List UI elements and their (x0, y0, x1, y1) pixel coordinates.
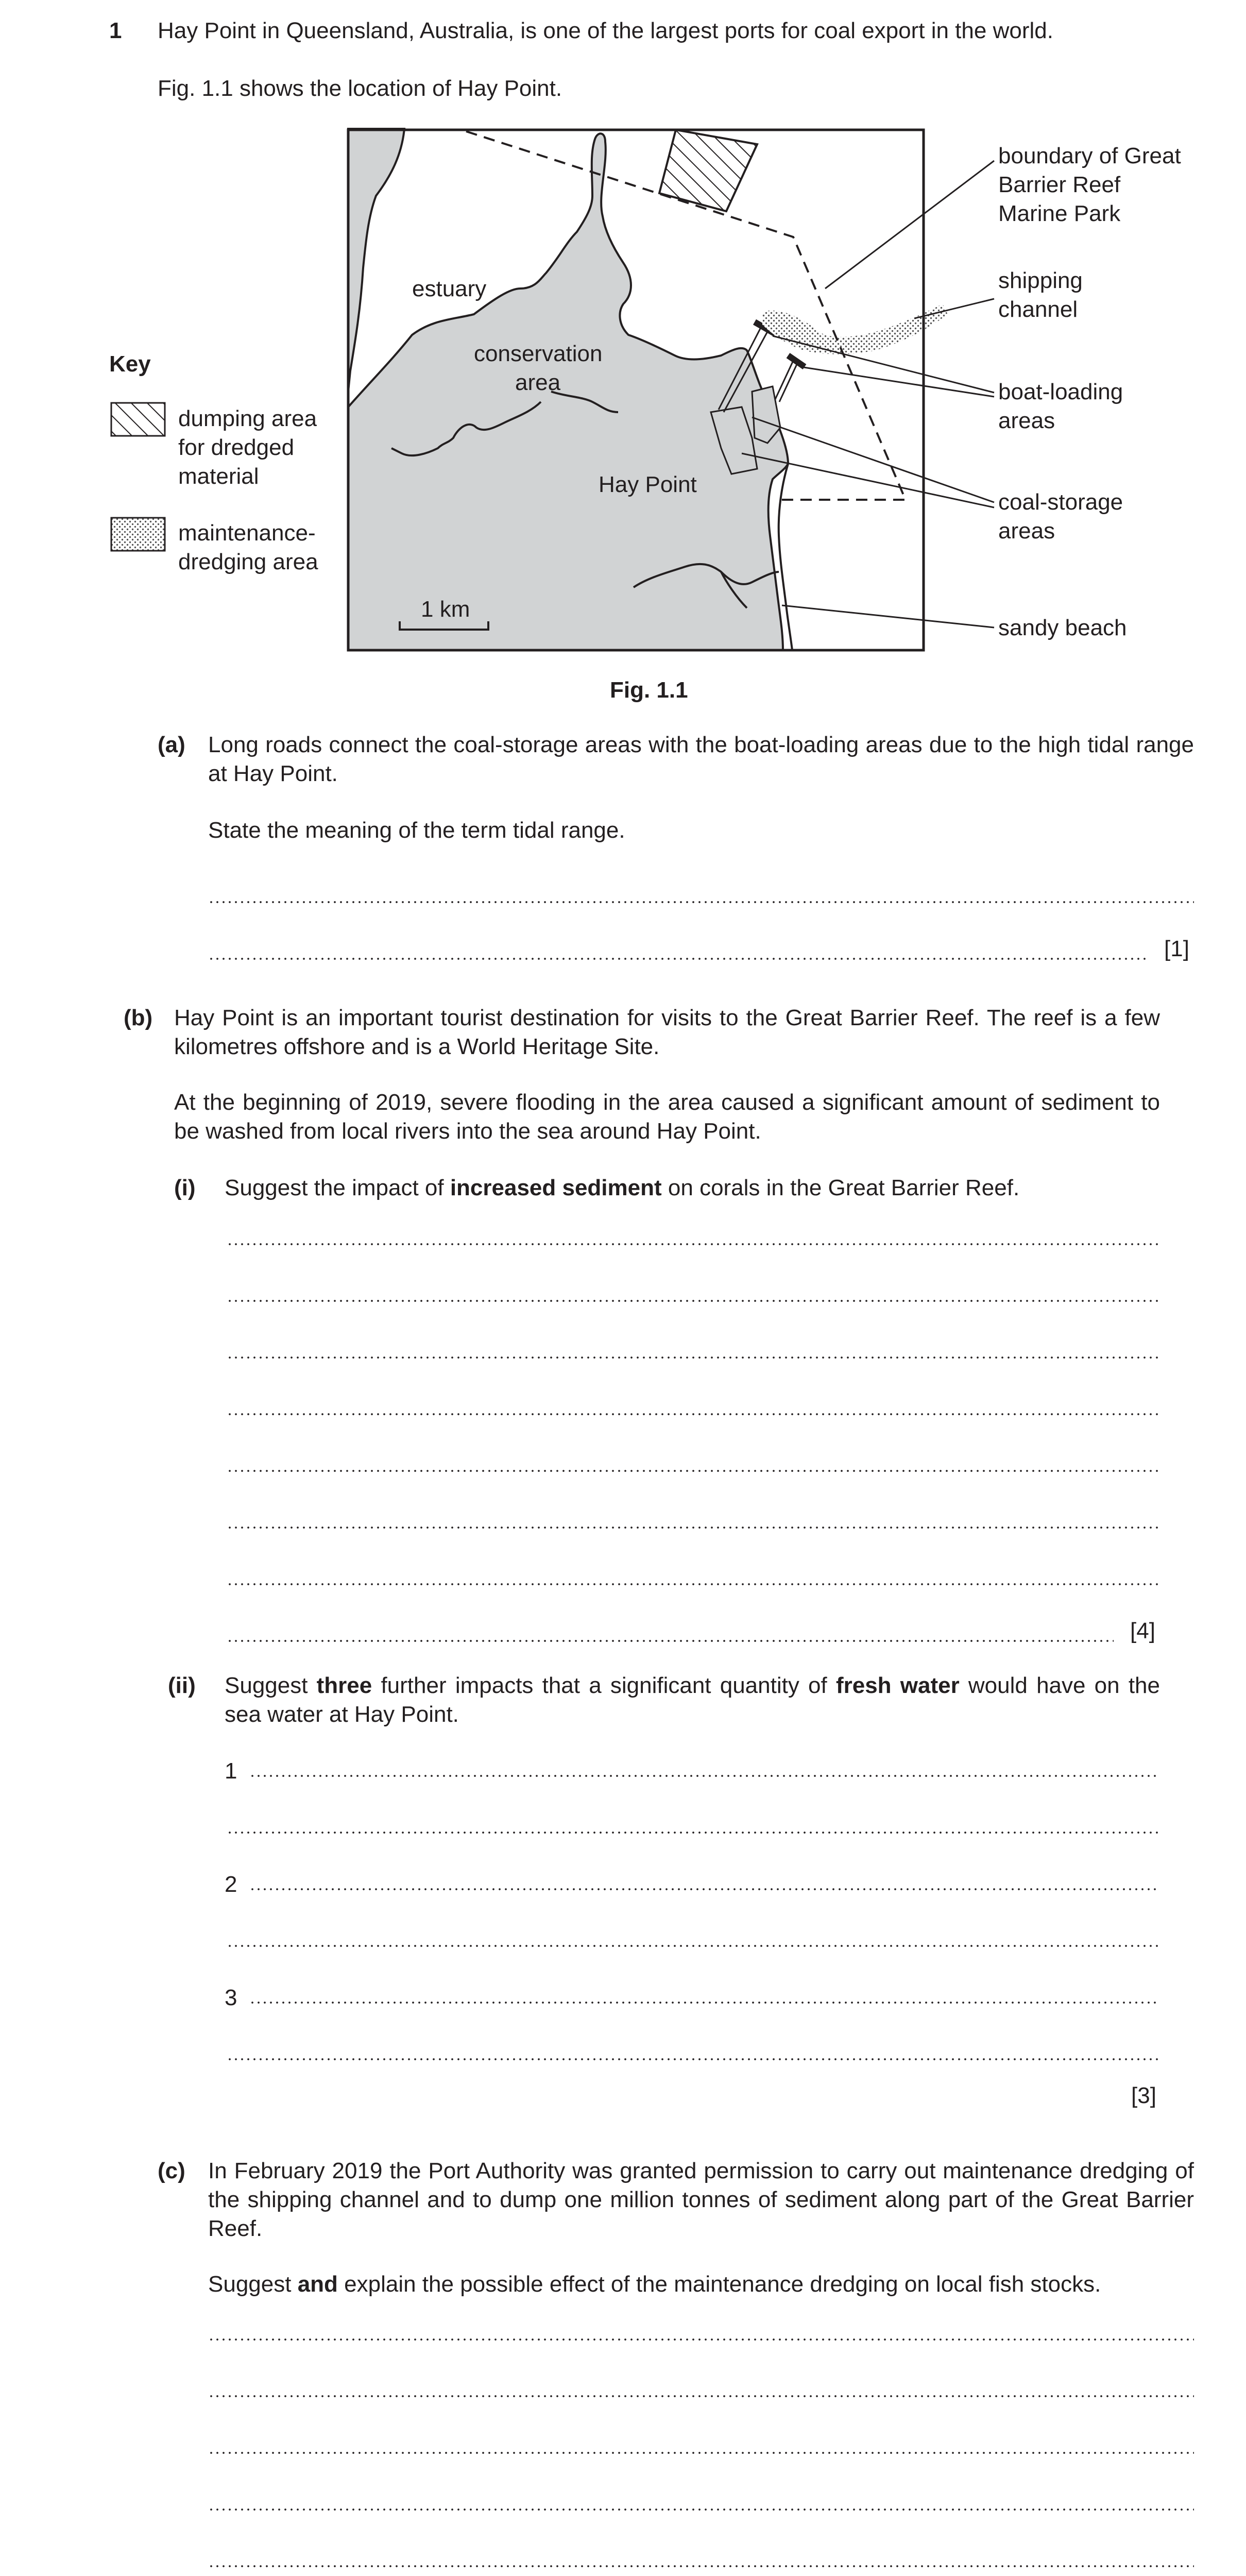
answer-line[interactable] (227, 1583, 1160, 1586)
question-intro: Hay Point in Queensland, Australia, is one of the largest ports for coal export in the world. (158, 18, 1053, 43)
callout-boundary-3: Marine Park (998, 201, 1121, 226)
key-dumping-2: for dredged (178, 435, 295, 460)
key-maintenance-1: maintenance- (178, 520, 316, 546)
key-maintenance-2: dredging area (178, 549, 318, 574)
figure-caption: Fig. 1.1 (610, 677, 688, 703)
answer-line[interactable] (249, 1888, 1160, 1891)
key-title: Key (109, 351, 151, 377)
answer-number-1: 1 (225, 1758, 237, 1784)
callout-shipping-1: shipping (998, 268, 1083, 293)
part-a-text: Long roads connect the coal-storage areas with the boat-loading areas due to the high tidal range at Hay Point. (208, 732, 1194, 786)
callout-boat-1: boat-loading (998, 379, 1123, 404)
part-a-instruction: State the meaning of the term tidal range. (208, 818, 625, 843)
answer-number-2: 2 (225, 1872, 237, 1897)
part-a-label: (a) (158, 732, 185, 757)
label-hay-point: Hay Point (599, 472, 697, 497)
answer-line[interactable] (227, 1299, 1160, 1302)
answer-line[interactable] (227, 1469, 1160, 1472)
label-estuary: estuary (412, 276, 487, 301)
dumping-area (659, 130, 757, 211)
figure-reference: Fig. 1.1 shows the location of Hay Point. (158, 76, 562, 101)
land-west (348, 129, 404, 392)
scale-label: 1 km (421, 597, 470, 622)
answer-line[interactable] (249, 2001, 1160, 2004)
part-b-text-1: Hay Point is an important tourist destination for visits to the Great Barrier Reef. The reef is a few kilometres offshore and is a World Heritage Site. (174, 1005, 1160, 1059)
key-dumping-3: material (178, 464, 259, 489)
part-b-ii-question: Suggest three further impacts that a significant quantity of fresh water would have on the sea water at Hay Point. (225, 1673, 1160, 1727)
part-b-ii-label: (ii) (168, 1673, 196, 1698)
part-b-text-2: At the beginning of 2019, severe flooding in the area caused a significant amount of sediment to be washed from local rivers into the sea around Hay Point. (174, 1090, 1160, 1144)
maintenance-dredging-area (762, 304, 948, 354)
part-b-i-question: Suggest the impact of increased sediment on corals in the Great Barrier Reef. (225, 1175, 1020, 1200)
part-b-i-label: (i) (174, 1175, 196, 1200)
part-b-ii-marks: [3] (1131, 2083, 1156, 2108)
answer-line[interactable] (227, 1413, 1160, 1416)
label-conservation-area: area (515, 370, 561, 395)
part-a-marks: [1] (1164, 936, 1189, 961)
answer-line[interactable] (227, 1243, 1160, 1246)
answer-line[interactable] (227, 1356, 1160, 1359)
answer-line[interactable] (227, 1944, 1160, 1947)
callout-boundary-2: Barrier Reef (998, 172, 1121, 197)
callout-shipping-2: channel (998, 297, 1078, 322)
answer-line[interactable] (208, 2338, 1194, 2341)
callout-coal-1: coal-storage (998, 489, 1123, 515)
answer-line[interactable] (249, 1774, 1160, 1777)
answer-line[interactable] (227, 2058, 1160, 2061)
answer-line[interactable] (208, 957, 1147, 960)
callout-coal-2: areas (998, 518, 1055, 544)
answer-number-3: 3 (225, 1985, 237, 2010)
answer-line[interactable] (227, 1526, 1160, 1529)
answer-line[interactable] (227, 1831, 1160, 1834)
part-b-i-marks: [4] (1130, 1618, 1155, 1643)
callout-boundary-1: boundary of Great (998, 143, 1181, 168)
key-dumping-swatch (111, 403, 165, 436)
question-number: 1 (109, 18, 122, 43)
answer-line[interactable] (208, 2508, 1194, 2511)
answer-line[interactable] (227, 1639, 1114, 1642)
key-dumping-1: dumping area (178, 406, 317, 431)
answer-line[interactable] (208, 2565, 1194, 2568)
part-b-label: (b) (124, 1005, 153, 1030)
callout-beach: sandy beach (998, 615, 1127, 640)
answer-line[interactable] (208, 901, 1194, 904)
key-maintenance-swatch (111, 518, 165, 551)
part-c-question: Suggest and explain the possible effect of the maintenance dredging on local fish stocks. (208, 2272, 1101, 2297)
label-conservation: conservation (474, 341, 603, 366)
answer-line[interactable] (208, 2395, 1194, 2398)
part-c-label: (c) (158, 2158, 185, 2183)
answer-line[interactable] (208, 2451, 1194, 2454)
part-c-text: In February 2019 the Port Authority was granted permission to carry out maintenance dredging of the shipping channel and to dump one million tonnes of sediment along part of the Great Barrier Reef. (208, 2158, 1194, 2241)
callout-boat-2: areas (998, 408, 1055, 433)
